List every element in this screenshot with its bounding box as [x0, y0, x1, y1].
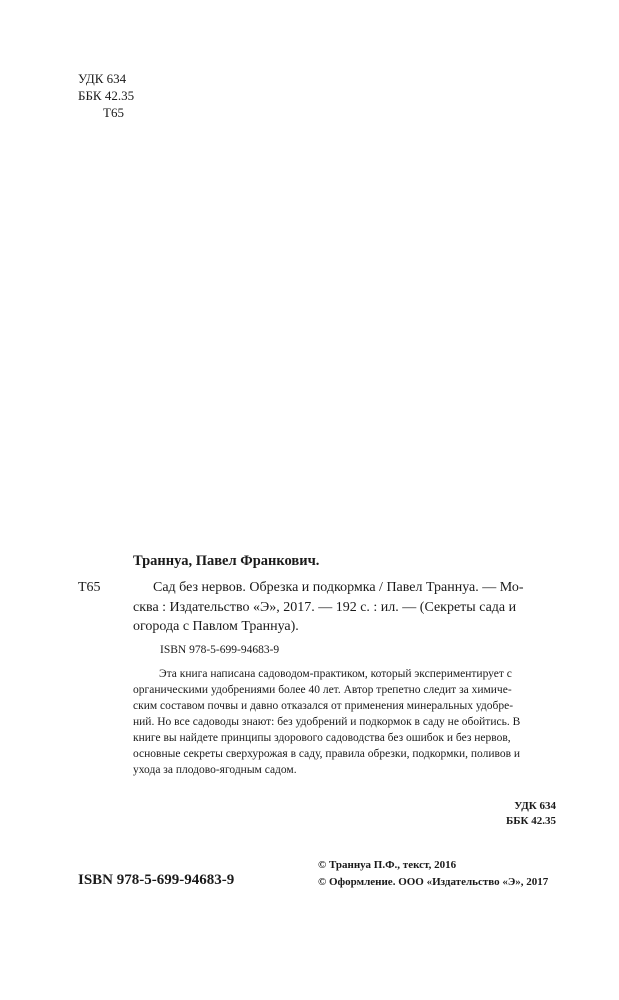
bbk-code: ББК 42.35: [505, 815, 556, 827]
author-mark: Т65: [103, 105, 124, 120]
annotation-line: основные секреты сверхурожая в саду, правила обрезки, подкормки, поливов и: [133, 748, 521, 760]
entry-author-mark: Т65: [78, 580, 101, 595]
copyright-design: © Оформление. ООО «Издательство «Э», 2017: [318, 876, 549, 888]
description-line: Сад без нервов. Обрезка и подкормка / Павел Траннуа. — Мо-: [153, 580, 524, 595]
bbk-code: ББК 42.35: [78, 88, 135, 103]
description-line: огорода с Павлом Траннуа).: [133, 619, 299, 634]
annotation-line: книге вы найдете принципы здорового садоводства без ошибок и без нервов,: [133, 732, 511, 744]
classification-codes-bottom: [470, 799, 556, 829]
bibliographic-description: [133, 578, 543, 637]
footer-isbn: ISBN 978-5-699-94683-9: [78, 872, 235, 888]
annotation-line: Эта книга написана садоводом-практиком, который экспериментирует с: [159, 668, 512, 680]
annotation-line: органическими удобрениями более 40 лет. Автор трепетно следит за химиче-: [133, 684, 512, 696]
annotation-line: ухода за плодово-ягодным садом.: [133, 764, 297, 776]
copyright-text: © Траннуа П.Ф., текст, 2016: [318, 859, 457, 871]
description-line: сква : Издательство «Э», 2017. — 192 с. : ил. — (Секреты сада и: [133, 599, 517, 615]
annotation-line: ским составом почвы и давно отказался от применения минеральных удобре-: [133, 700, 514, 712]
annotation: [133, 666, 558, 778]
entry-author: Траннуа, Павел Франкович.: [133, 553, 320, 569]
udk-code: УДК 634: [514, 800, 556, 812]
entry-isbn: ISBN 978-5-699-94683-9: [160, 644, 280, 656]
udk-code: УДК 634: [78, 71, 127, 86]
classification-codes-top: [78, 70, 134, 121]
copyright-block: [318, 857, 548, 891]
annotation-line: ний. Но все садоводы знают: без удобрений и подкормок в саду не обойтись. В: [133, 716, 521, 728]
